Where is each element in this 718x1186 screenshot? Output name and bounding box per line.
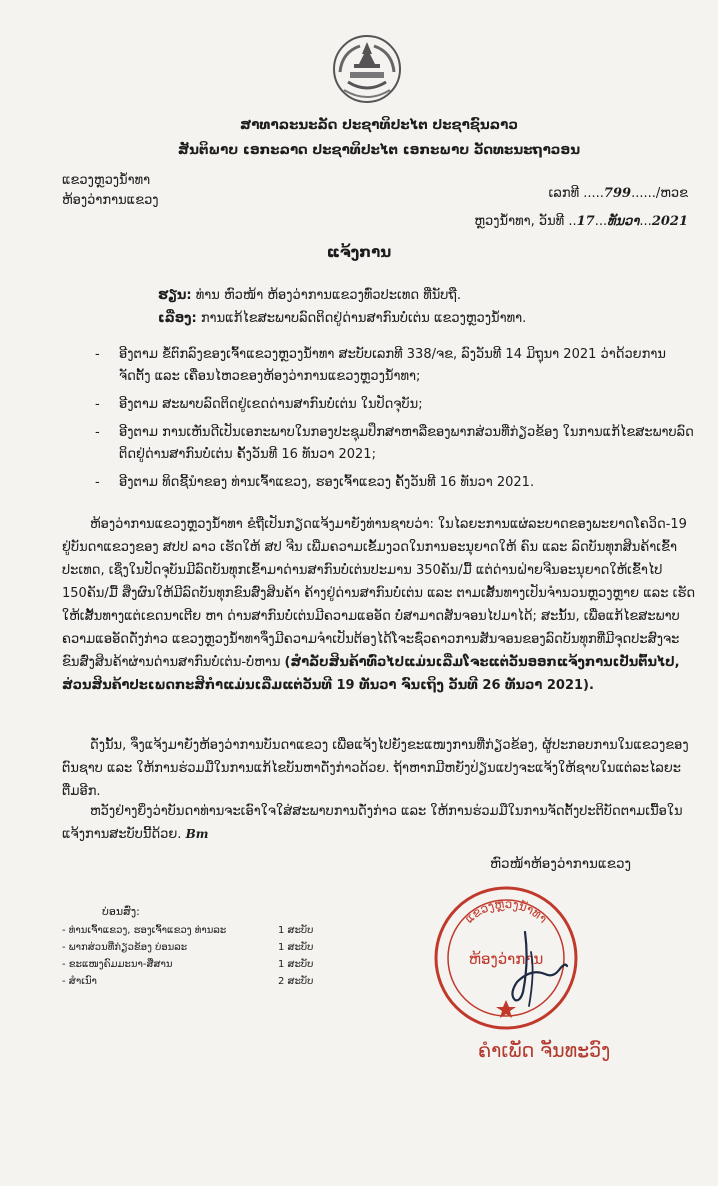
paragraph-1-bold: (ສຳລັບສິນຄ້າທົ່ວໄປແມ່ນເລີ່ມໂຈະແຕ່ວັນອອກແຈ້ງການເປັນຕົ້ນໄປ, ສ່ວນສິນຄ້າປະເພດກະສິກຳແມ່ນເລີ່ມແຕ່ວັນທີ 19 ທັນວາ ຈົນເຖິງ ວັນທີ 26 ທັນວາ 2021). [62, 655, 680, 693]
subject-line [158, 307, 526, 330]
date-prefix: ຫຼວງນໍ້າທາ, ວັນທີ [474, 214, 565, 229]
reference-block [474, 180, 688, 236]
list-item: - ອີງຕາມ ການເຫັນດີເປັນເອກະພາບໃນກອງປະຊຸມປຶກສາຫາລືຂອງພາກສ່ວນທີ່ກ່ຽວຂ້ອງ ໃນການແກ້ໄຂສະພາບລົດຕິດຢູ່ດ່ານສາກົນບໍ່ເຕ່ນ ຄັ້ງວັນທີ 16 ທັນວາ 2021; [95, 422, 695, 466]
list-item: - ອີງຕາມ ທິດຊີ້ນຳຂອງ ທ່ານເຈົ້າແຂວງ, ຮອງເຈົ້າແຂວງ ຄັ້ງວັນທີ 16 ທັນວາ 2021. [95, 472, 695, 494]
subject-text: ການແກ້ໄຂສະພາບລົດຕິດຢູ່ດ່ານສາກົນບໍ່ເຕ່ນ ແຂວງຫຼວງນໍ້າທາ. [200, 311, 527, 326]
subject-label: ເລື່ອງ: [158, 311, 197, 326]
addressee-line [158, 284, 526, 307]
table-row: - ຂະແໜງຄົມມະນາ-ສື່ສານ 1 ສະບັບ [62, 959, 314, 970]
issuer-office: ຫ້ອງວ່າການແຂວງ [62, 193, 159, 208]
reference-number-value: 799 [603, 186, 632, 201]
distribution-heading: ບ່ອນສົ່ງ: [102, 905, 140, 918]
date-year: 2021 [651, 214, 688, 229]
body-paragraph-3 [62, 800, 697, 846]
national-emblem-icon [330, 32, 404, 106]
reference-list [95, 344, 695, 500]
table-row: - ທ່ານເຈົ້າແຂວງ, ຮອງເຈົ້າແຂວງ ທ່ານລະ 1 ສະບັບ [62, 925, 314, 936]
table-row: - ພາກສ່ວນທີ່ກ່ຽວຂ້ອງ ບ່ອນລະ 1 ສະບັບ [62, 942, 314, 953]
reference-date: ຫຼວງນໍ້າທາ, ວັນທີ ..17...ທັນວາ...2021 [474, 214, 688, 229]
date-month: ທັນວາ [607, 214, 640, 229]
table-row: - ສຳເນົາ 2 ສະບັບ [62, 976, 314, 987]
paragraph-3-text: ຫວັງຢ່າງຍິ່ງວ່າບັນດາທ່ານຈະເອົາໃຈໃສ່ສະພາບການດັ່ງກ່າວ ແລະ ໃຫ້ການຮ່ວມມືໃນການຈັດຕັ້ງປະຕິບັດຕາມເນື້ອໃນແຈ້ງການສະບັບນີ້ດ້ວຍ. [62, 804, 683, 842]
addressee-text: ທ່ານ ຫົວໜ້າ ຫ້ອງວ່າການແຂວງທົ່ວປະເທດ ທີ່ນັບຖື. [195, 288, 461, 303]
seal-center-text: ຫ້ອງວ່າການ [468, 950, 544, 968]
reference-number: ເລກທີ .....799....../ຫວຂ [548, 186, 688, 201]
header-line-2: ສັນຕິພາບ ເອກະລາດ ປະຊາທິປະໄຕ ເອກະພາບ ວັດທະນະຖາວອນ [177, 142, 581, 158]
document-title: ແຈ້ງການ [326, 243, 392, 261]
subject-block [158, 284, 526, 330]
header-line-1: ສາທາລະນະລັດ ປະຊາທິປະໄຕ ປະຊາຊົນລາວ [240, 117, 518, 133]
reference-number-suffix: /ຫວຂ [655, 186, 688, 201]
list-item: - ອີງຕາມ ສະພາບລົດຕິດຢູ່ເຂດດ່ານສາກົນບໍ່ເຕ່ນ ໃນປັດຈຸບັນ; [95, 394, 695, 416]
paragraph-1-text: ຫ້ອງວ່າການແຂວງຫຼວງນໍ້າທາ ຂໍຖືເປັນກຽດແຈ້ງມາຍັງທ່ານຊາບວ່າ: ໃນໄລຍະການແຜ່ລະບາດຂອງພະຍາດໂຄວິດ-19 ຢູ່ບັນດາແຂວງຂອງ ສປປ ລາວ ເຮັດໃຫ້ ສປ ຈີນ ເພີ່ມຄວາມເຂັ້ມງວດໃນການອະນຸຍາດໃຫ້ ຄົນ ແລະ ລົດບັນທຸກສິນຄ້າເຂົ້າປະເທດ, ເຊິ່ງໃນປັດຈຸບັນມີລົດບັນທຸກເຂົ້າມາດ່ານສາກົນບໍ່ເຕ່ນປະມານ 350ຄັນ/ມື້ ແຕ່ດ່ານຝ່າຍຈີນອະນຸຍາດໃຫ້ເຂົ້າໄປ 150ຄັນ/ມື້ ສິ່ງຜົນໃຫ້ມີລົດບັນທຸກຂົນສົ່ງສິນຄ້າ ຄ້າງຢູ່ດ່ານສາກົນບໍ່ເຕ່ນ ແລະ ຕາມເສັ້ນທາງເປັນຈຳນວນຫຼວງຫຼາຍ ແລະ ເຮັດໃຫ້ເສັ້ນທາງແຕ່ເຂດນາເຕີຍ ຫາ ດ່ານສາກົນບໍ່ເຕ່ນມີຄວາມແອອັດ ບໍ່ສາມາດສັນຈອນໄປມາໄດ້; ສະນັ້ນ, ເພື່ອແກ້ໄຂສະພາບຄວາມແອອັດດັ່ງກ່າວ ແຂວງຫຼວງນໍ້າທາຈຶ່ງມີຄວາມຈຳເປັນຕ້ອງໄດ້ໂຈະຊົ່ວຄາວການສັນຈອນຂອງລົດບັນທຸກທີ່ມີຈຸດປະສົງຈະຂົນສົ່ງສິນຄ້າຜ່ານດ່ານສາກົນບໍ່ເຕ່ນ-ບໍ່ຫານ [62, 517, 696, 670]
initials: Bm [185, 827, 209, 841]
handwritten-signature [495, 922, 575, 1012]
addressee-label: ຮຽນ: [158, 288, 192, 303]
issuer-block [62, 171, 159, 211]
signatory-name: ຄຳເພັດ ຈັນທະວົງ [478, 1040, 611, 1062]
body-paragraph-1 [62, 513, 697, 697]
paragraph-2-text: ດັ່ງນັ້ນ, ຈຶ່ງແຈ້ງມາຍັງຫ້ອງວ່າການບັນດາແຂວງ ເພື່ອແຈ້ງໄປຍັງຂະແໜງການທີ່ກ່ຽວຂ້ອງ, ຜູ້ປະກອບການໃນແຂວງຂອງຕົນຊາບ ແລະ ໃຫ້ການຮ່ວມມືໃນການແກ້ໄຂບັນຫາດັ່ງກ່າວດ້ວຍ. ຖ້າຫາກມີຫຍັງປ່ຽນແປງຈະແຈ້ງໃຫ້ຊາບໃນແຕ່ລະໄລຍະຕື່ມອີກ. [62, 738, 689, 799]
reference-number-label: ເລກທີ [548, 186, 580, 201]
signatory-title: ຫົວໜ້າຫ້ອງວ່າການແຂວງ [490, 856, 632, 872]
body-paragraph-2 [62, 734, 697, 803]
list-item: - ອີງຕາມ ຂໍ້ຕົກລົງຂອງເຈົ້າແຂວງຫຼວງນໍ້າທາ ສະບັບເລກທີ 338/ຈຂ, ລົງວັນທີ 14 ມິຖຸນາ 2021 ວ່າດ້ວຍການຈັດຕັ້ງ ແລະ ເຄື່ອນໄຫວຂອງຫ້ອງວ່າການແຂວງຫຼວງນໍ້າທາ; [95, 344, 695, 388]
distribution-list [62, 905, 322, 990]
seal-top-text: ແຂວງຫຼວງນໍ້າທາ [462, 896, 550, 926]
date-day: 17 [576, 214, 595, 229]
issuer-province: ແຂວງຫຼວງນໍ້າທາ [62, 173, 151, 188]
